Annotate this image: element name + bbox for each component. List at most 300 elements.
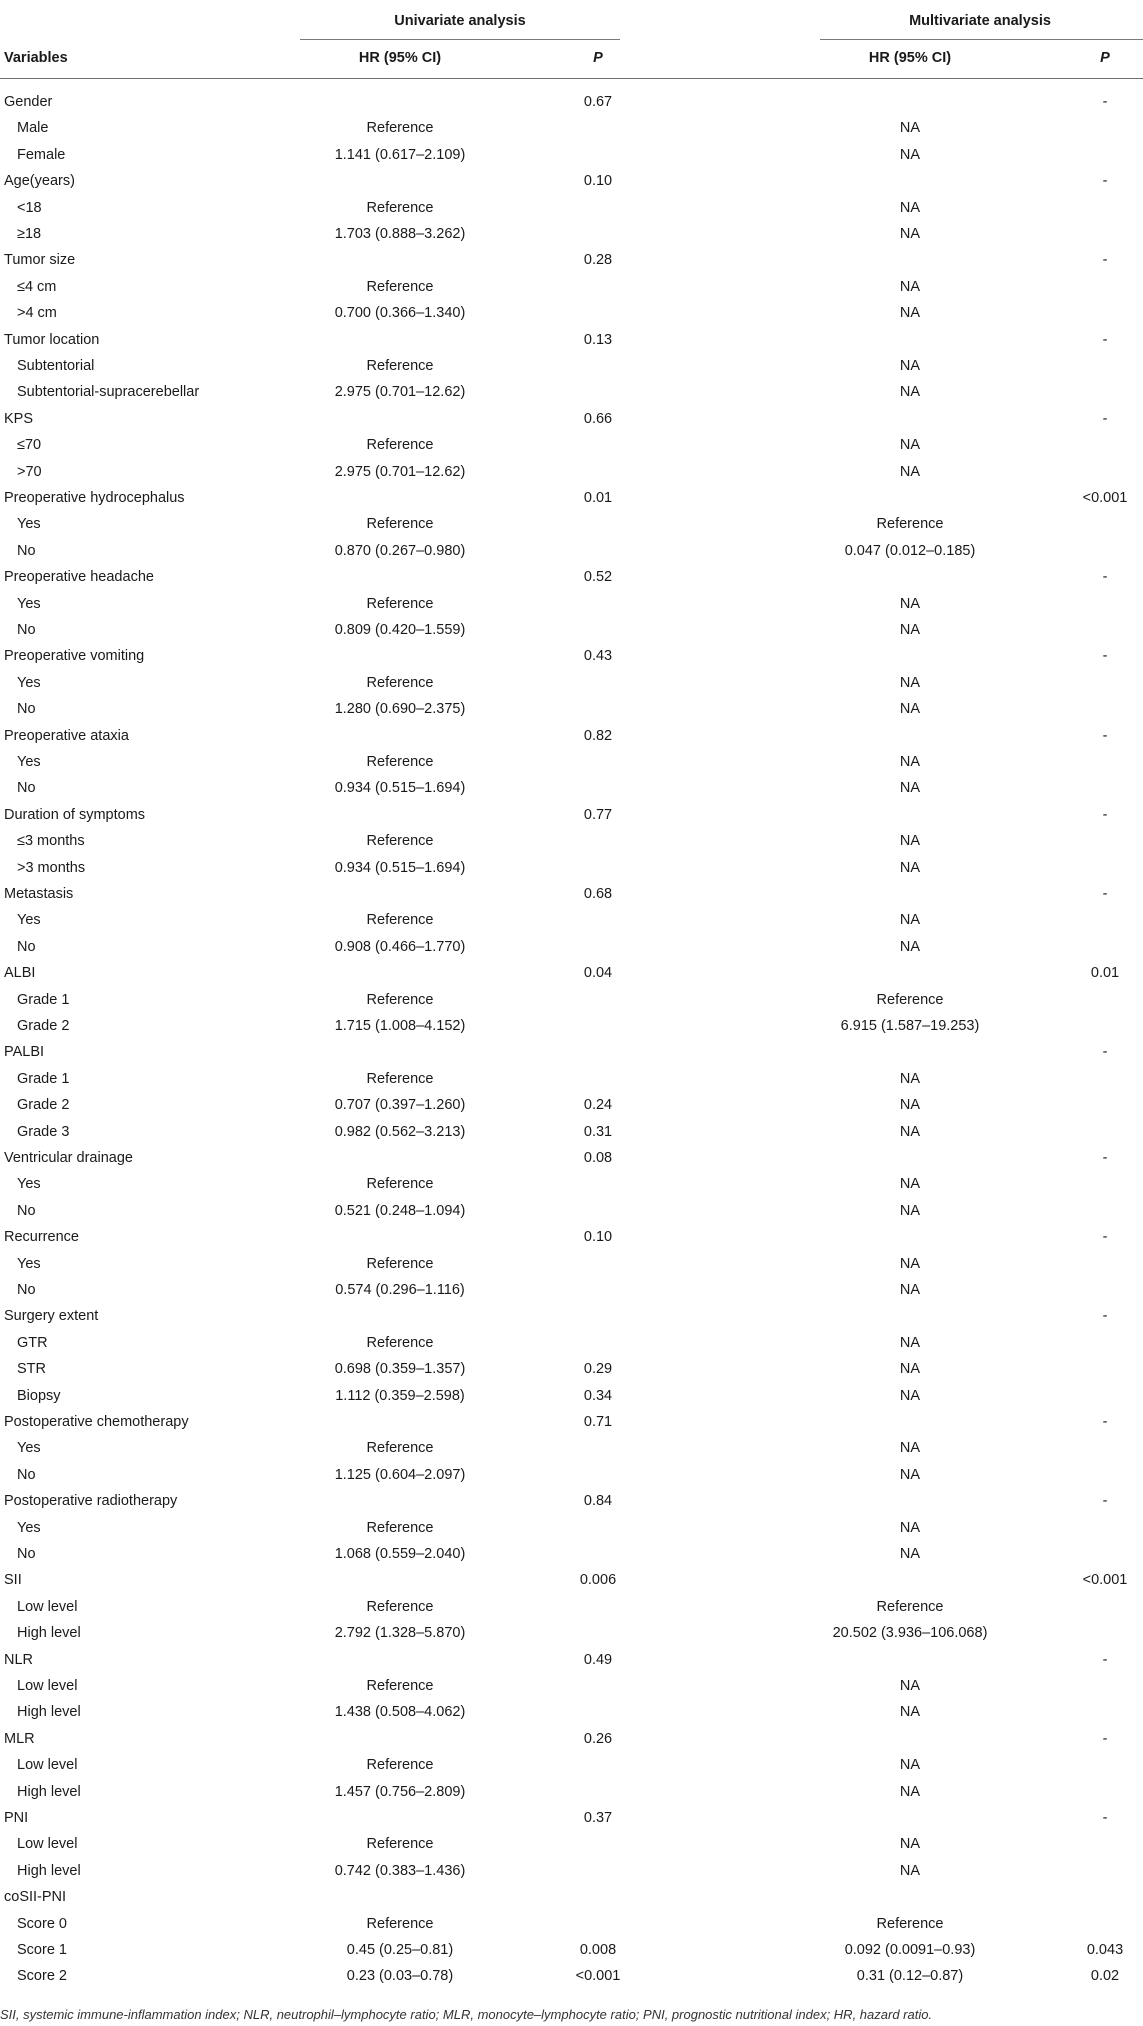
univariate-p-cell <box>548 1330 648 1356</box>
variable-cell: Subtentorial <box>17 358 95 374</box>
variable-cell: Duration of symptoms <box>4 806 146 823</box>
table-row <box>0 485 1143 511</box>
univariate-p-cell: 0.66 <box>583 410 613 427</box>
table-row <box>0 1911 1143 1937</box>
multivariate-p-cell <box>1060 221 1143 247</box>
multivariate-p-cell <box>1060 274 1143 300</box>
univariate-hr-cell: Reference <box>366 991 434 1008</box>
multivariate-hr-cell <box>810 881 1010 907</box>
univariate-hr-cell: Reference <box>366 199 434 216</box>
multivariate-hr-cell: NA <box>899 1334 921 1351</box>
univariate-p-cell: 0.006 <box>579 1572 617 1589</box>
univariate-hr-cell: 0.982 (0.562–3.213) <box>334 1123 466 1140</box>
multivariate-p-cell <box>1060 1330 1143 1356</box>
univariate-hr-cell <box>300 327 500 353</box>
multivariate-hr-cell: NA <box>899 1070 921 1087</box>
table-row <box>0 643 1143 669</box>
univariate-p-cell <box>548 353 648 379</box>
univariate-p-cell <box>548 1515 648 1541</box>
variable-cell: ≥18 <box>17 226 42 242</box>
multivariate-hr-cell <box>810 327 1010 353</box>
multivariate-p-cell: 0.02 <box>1090 1968 1120 1985</box>
variable-cell: Male <box>17 120 49 137</box>
univariate-p-cell <box>548 855 648 881</box>
univariate-hr-cell: 0.934 (0.515–1.694) <box>334 859 466 876</box>
table-row <box>0 1805 1143 1831</box>
variable-cell: Subtentorial-supracerebellar <box>17 384 200 401</box>
univariate-p-cell <box>548 1831 648 1857</box>
univariate-p-cell <box>548 1858 648 1884</box>
multivariate-p-cell: 0.01 <box>1090 965 1120 982</box>
table-row <box>0 1541 1143 1567</box>
univariate-hr-cell: 0.23 (0.03–0.78) <box>346 1968 454 1985</box>
table-row <box>0 1752 1143 1778</box>
multivariate-hr-cell <box>810 564 1010 590</box>
multivariate-p-cell <box>1060 1013 1143 1039</box>
table-row <box>0 617 1143 643</box>
variable-cell: GTR <box>17 1334 48 1351</box>
univariate-p-cell <box>548 617 648 643</box>
multivariate-hr-cell: NA <box>899 1862 921 1879</box>
multivariate-hr-cell: NA <box>899 1123 921 1140</box>
variable-cell: Yes <box>17 674 41 691</box>
univariate-hr-cell <box>300 643 500 669</box>
univariate-hr-cell: 1.715 (1.008–4.152) <box>334 1018 466 1034</box>
variable-cell: Low level <box>17 1757 78 1774</box>
variable-cell: <18 <box>17 199 42 216</box>
univariate-hr-cell: Reference <box>366 516 434 533</box>
multivariate-p-cell: - <box>1102 569 1108 586</box>
multivariate-p-cell <box>1060 300 1143 326</box>
variable-cell: No <box>17 1466 36 1483</box>
univariate-p-cell <box>548 1171 648 1197</box>
univariate-hr-cell <box>300 1805 500 1831</box>
multivariate-p-cell <box>1060 1462 1143 1488</box>
univariate-hr-cell <box>300 802 500 828</box>
multivariate-p-cell <box>1060 115 1143 141</box>
variable-cell: MLR <box>4 1730 35 1747</box>
table-row <box>0 115 1143 141</box>
variable-cell: Yes <box>17 595 41 612</box>
univariate-hr-cell <box>300 564 500 590</box>
univariate-hr-cell: Reference <box>366 754 434 770</box>
variable-cell: No <box>17 1282 36 1298</box>
univariate-hr-cell: Reference <box>366 1255 434 1272</box>
univariate-p-cell <box>548 1541 648 1567</box>
variable-cell: KPS <box>4 410 34 427</box>
table-row <box>0 1277 1143 1303</box>
univariate-hr-cell: Reference <box>366 833 434 850</box>
multivariate-p-cell: <0.001 <box>1082 1572 1128 1589</box>
multivariate-p-cell <box>1060 1858 1143 1884</box>
univariate-p-cell: 0.82 <box>583 727 613 744</box>
univariate-hr-cell: Reference <box>366 120 434 137</box>
table-row <box>0 1303 1143 1329</box>
univariate-hr-cell: Reference <box>366 1836 434 1853</box>
variable-cell: Low level <box>17 1678 78 1694</box>
variable-cell: NLR <box>4 1651 34 1668</box>
multivariate-hr-cell: NA <box>899 305 921 322</box>
univariate-p-cell <box>548 1039 648 1065</box>
multivariate-hr-cell: NA <box>899 938 921 955</box>
univariate-p-cell <box>548 696 648 722</box>
multivariate-p-cell <box>1060 828 1143 854</box>
group-header-univariate: Univariate analysis <box>394 13 526 29</box>
table-row <box>0 300 1143 326</box>
variable-cell: Yes <box>17 912 41 929</box>
multivariate-hr-cell: 6.915 (1.587–19.253) <box>840 1018 980 1034</box>
multivariate-hr-cell: NA <box>899 1282 921 1298</box>
multivariate-hr-cell: NA <box>899 595 921 612</box>
univariate-p-cell <box>548 1884 648 1910</box>
multivariate-p-cell: - <box>1102 886 1108 902</box>
multivariate-hr-cell: NA <box>899 780 921 797</box>
multivariate-hr-cell: NA <box>899 1466 921 1483</box>
table-row <box>0 775 1143 801</box>
multivariate-p-cell <box>1060 1911 1143 1937</box>
univariate-hr-cell: Reference <box>366 1440 434 1457</box>
multivariate-hr-cell: NA <box>899 1387 921 1404</box>
multivariate-p-cell: - <box>1102 173 1108 190</box>
multivariate-hr-cell <box>810 247 1010 273</box>
univariate-p-cell: 0.77 <box>583 806 613 823</box>
univariate-p-cell <box>548 511 648 537</box>
multivariate-p-cell <box>1060 379 1143 405</box>
univariate-p-cell <box>548 1435 648 1461</box>
variable-cell: Metastasis <box>4 886 74 902</box>
univariate-p-cell: 0.08 <box>583 1150 613 1166</box>
multivariate-p-cell <box>1060 987 1143 1013</box>
multivariate-p-cell <box>1060 1277 1143 1303</box>
multivariate-p-cell <box>1060 1356 1143 1382</box>
univariate-hr-cell <box>300 89 500 115</box>
multivariate-hr-cell <box>810 1884 1010 1910</box>
multivariate-p-cell <box>1060 142 1143 168</box>
multivariate-hr-cell: NA <box>899 226 921 242</box>
table-row <box>0 828 1143 854</box>
multivariate-hr-cell: NA <box>899 1255 921 1272</box>
table-row <box>0 1356 1143 1382</box>
multivariate-hr-cell <box>810 168 1010 194</box>
multivariate-p-cell <box>1060 1620 1143 1646</box>
table-row <box>0 1409 1143 1435</box>
multivariate-hr-cell <box>810 1488 1010 1514</box>
table-row <box>0 1647 1143 1673</box>
table-row <box>0 1884 1143 1910</box>
variable-cell: Preoperative hydrocephalus <box>4 490 185 506</box>
univariate-p-cell <box>548 1066 648 1092</box>
univariate-hr-cell <box>300 406 500 432</box>
variable-cell: Grade 1 <box>17 1070 70 1087</box>
table-row <box>0 1673 1143 1699</box>
multivariate-p-cell <box>1060 907 1143 933</box>
variable-cell: High level <box>17 1783 81 1800</box>
univariate-hr-cell: 0.809 (0.420–1.559) <box>334 622 466 638</box>
column-header-variables: Variables <box>4 50 68 66</box>
multivariate-hr-cell: NA <box>899 1546 921 1562</box>
univariate-hr-cell: 1.703 (0.888–3.262) <box>334 226 466 242</box>
univariate-p-cell <box>548 670 648 696</box>
variable-cell: Grade 1 <box>17 991 70 1008</box>
univariate-hr-cell <box>300 485 500 511</box>
multivariate-hr-cell <box>810 1647 1010 1673</box>
multivariate-hr-cell <box>810 802 1010 828</box>
univariate-hr-cell: 1.125 (0.604–2.097) <box>334 1466 466 1483</box>
univariate-p-cell <box>548 1277 648 1303</box>
univariate-p-cell <box>548 1911 648 1937</box>
variable-cell: Grade 2 <box>17 1018 70 1034</box>
variable-cell: No <box>17 1202 36 1219</box>
univariate-p-cell <box>548 142 648 168</box>
univariate-p-cell: 0.28 <box>583 252 613 269</box>
table-row <box>0 1224 1143 1250</box>
univariate-p-cell: 0.26 <box>583 1730 613 1747</box>
multivariate-hr-cell: NA <box>899 146 921 163</box>
multivariate-p-cell: - <box>1102 1493 1108 1510</box>
multivariate-hr-cell <box>810 1726 1010 1752</box>
multivariate-hr-cell <box>810 1303 1010 1329</box>
univariate-p-cell <box>548 195 648 221</box>
table-row <box>0 327 1143 353</box>
multivariate-hr-cell <box>810 643 1010 669</box>
table-row <box>0 564 1143 590</box>
multivariate-p-cell: - <box>1102 1730 1108 1747</box>
multivariate-hr-cell: Reference <box>876 516 944 533</box>
multivariate-hr-cell: NA <box>899 754 921 770</box>
univariate-p-cell <box>548 828 648 854</box>
table-row <box>0 247 1143 273</box>
univariate-p-cell: 0.13 <box>583 331 613 348</box>
multivariate-hr-cell <box>810 1805 1010 1831</box>
univariate-hr-cell: 2.975 (0.701–12.62) <box>334 463 466 480</box>
table-row <box>0 1488 1143 1514</box>
multivariate-hr-cell: 20.502 (3.936–106.068) <box>832 1625 988 1642</box>
table-row <box>0 1567 1143 1593</box>
column-header-multivariate-hr: HR (95% CI) <box>868 50 952 66</box>
variable-cell: PNI <box>4 1810 29 1826</box>
univariate-p-cell <box>548 300 648 326</box>
multivariate-p-cell <box>1060 617 1143 643</box>
table-row <box>0 1937 1143 1963</box>
multivariate-p-cell: - <box>1102 410 1108 427</box>
univariate-hr-cell <box>300 881 500 907</box>
univariate-hr-cell: 1.068 (0.559–2.040) <box>334 1546 466 1562</box>
multivariate-hr-cell <box>810 1224 1010 1250</box>
table-row <box>0 670 1143 696</box>
variable-cell: Preoperative headache <box>4 569 154 586</box>
multivariate-hr-cell: NA <box>899 1783 921 1800</box>
univariate-p-cell <box>548 591 648 617</box>
univariate-hr-cell <box>300 1726 500 1752</box>
table-row <box>0 1013 1143 1039</box>
variable-cell: Surgery extent <box>4 1308 99 1325</box>
multivariate-p-cell <box>1060 1541 1143 1567</box>
multivariate-hr-cell <box>810 1567 1010 1593</box>
table-row <box>0 432 1143 458</box>
multivariate-hr-cell: NA <box>899 701 921 718</box>
univariate-p-cell <box>548 907 648 933</box>
table-row <box>0 1171 1143 1197</box>
univariate-p-cell <box>548 432 648 458</box>
table-row <box>0 1462 1143 1488</box>
table-row <box>0 1699 1143 1725</box>
table-row <box>0 511 1143 537</box>
univariate-hr-cell: 0.574 (0.296–1.116) <box>335 1282 465 1298</box>
multivariate-p-cell: - <box>1102 1229 1108 1246</box>
table-row <box>0 1858 1143 1884</box>
univariate-hr-cell: 0.934 (0.515–1.694) <box>334 780 466 797</box>
univariate-p-cell <box>548 1594 648 1620</box>
table-footnote: SII, systemic immune-inflammation index; NLR, neutrophil–lymphocyte ratio; MLR, monocyte–lymphocyte ratio; PNI, prognostic nutritional index; HR, hazard ratio. <box>0 2007 933 2022</box>
univariate-hr-cell: 1.141 (0.617–2.109) <box>334 146 466 163</box>
group-underline-univariate <box>300 39 620 40</box>
univariate-p-cell <box>548 1303 648 1329</box>
table-row <box>0 696 1143 722</box>
group-header-multivariate: Multivariate analysis <box>909 13 1051 29</box>
multivariate-hr-cell <box>810 406 1010 432</box>
table-row <box>0 802 1143 828</box>
univariate-p-cell: 0.37 <box>583 1810 613 1826</box>
table-row <box>0 538 1143 564</box>
univariate-p-cell: 0.34 <box>583 1387 613 1404</box>
variable-cell: ALBI <box>4 965 36 982</box>
univariate-p-cell: 0.24 <box>583 1097 613 1114</box>
variable-cell: Gender <box>4 94 53 110</box>
multivariate-hr-cell: NA <box>899 622 921 638</box>
multivariate-hr-cell: NA <box>899 437 921 454</box>
variable-cell: Tumor location <box>4 331 100 348</box>
univariate-p-cell <box>548 1251 648 1277</box>
univariate-hr-cell: Reference <box>366 1915 434 1932</box>
multivariate-p-cell <box>1060 1673 1143 1699</box>
univariate-hr-cell <box>300 168 500 194</box>
multivariate-hr-cell: NA <box>899 1757 921 1774</box>
multivariate-p-cell <box>1060 1831 1143 1857</box>
table-row <box>0 1066 1143 1092</box>
multivariate-hr-cell: NA <box>899 1704 921 1721</box>
table-row <box>0 934 1143 960</box>
variable-cell: Score 2 <box>17 1968 67 1985</box>
multivariate-p-cell: - <box>1102 1414 1108 1430</box>
multivariate-hr-cell: 0.092 (0.0091–0.93) <box>844 1942 976 1958</box>
univariate-hr-cell <box>300 960 500 986</box>
variable-cell: Preoperative ataxia <box>4 727 129 744</box>
multivariate-p-cell <box>1060 591 1143 617</box>
univariate-hr-cell <box>300 1488 500 1514</box>
univariate-p-cell <box>548 538 648 564</box>
multivariate-p-cell <box>1060 432 1143 458</box>
multivariate-p-cell <box>1060 934 1143 960</box>
multivariate-hr-cell: NA <box>899 384 921 401</box>
univariate-hr-cell <box>300 1145 500 1171</box>
univariate-hr-cell: 1.280 (0.690–2.375) <box>334 701 466 718</box>
variable-cell: High level <box>17 1625 81 1642</box>
table-row <box>0 1145 1143 1171</box>
multivariate-p-cell <box>1060 1383 1143 1409</box>
table-row <box>0 221 1143 247</box>
univariate-hr-cell <box>300 1039 500 1065</box>
multivariate-hr-cell <box>810 485 1010 511</box>
table-row <box>0 881 1143 907</box>
univariate-p-cell: 0.008 <box>579 1942 617 1958</box>
multivariate-p-cell <box>1060 1435 1143 1461</box>
univariate-p-cell <box>548 775 648 801</box>
univariate-p-cell <box>548 1779 648 1805</box>
univariate-hr-cell: Reference <box>366 1070 434 1087</box>
variable-cell: Yes <box>17 1255 41 1272</box>
table-row <box>0 1831 1143 1857</box>
univariate-hr-cell: Reference <box>366 1757 434 1774</box>
table-row <box>0 406 1143 432</box>
multivariate-p-cell <box>1060 670 1143 696</box>
multivariate-p-cell <box>1060 1884 1143 1910</box>
table-row <box>0 274 1143 300</box>
univariate-hr-cell <box>300 723 500 749</box>
univariate-p-cell <box>548 115 648 141</box>
multivariate-hr-cell <box>810 89 1010 115</box>
multivariate-hr-cell: NA <box>899 463 921 480</box>
multivariate-hr-cell <box>810 1039 1010 1065</box>
multivariate-hr-cell: NA <box>899 199 921 216</box>
table-row <box>0 987 1143 1013</box>
table-row <box>0 1251 1143 1277</box>
univariate-hr-cell: Reference <box>366 1176 434 1193</box>
table-row <box>0 1119 1143 1145</box>
multivariate-hr-cell <box>810 1409 1010 1435</box>
table-row <box>0 1435 1143 1461</box>
univariate-p-cell <box>548 1752 648 1778</box>
univariate-p-cell: 0.29 <box>583 1361 613 1378</box>
table-row <box>0 960 1143 986</box>
multivariate-p-cell: - <box>1102 1044 1108 1061</box>
multivariate-p-cell: 0.043 <box>1086 1942 1124 1958</box>
univariate-hr-cell <box>300 1224 500 1250</box>
variable-cell: STR <box>17 1361 46 1378</box>
univariate-p-cell <box>548 987 648 1013</box>
multivariate-hr-cell: NA <box>899 358 921 374</box>
multivariate-p-cell <box>1060 749 1143 775</box>
multivariate-p-cell <box>1060 353 1143 379</box>
multivariate-hr-cell: NA <box>899 859 921 876</box>
univariate-hr-cell: Reference <box>366 358 434 374</box>
variable-cell: Score 0 <box>17 1915 67 1932</box>
multivariate-hr-cell <box>810 1145 1010 1171</box>
univariate-hr-cell: 0.870 (0.267–0.980) <box>334 542 466 559</box>
variable-cell: SII <box>4 1572 22 1589</box>
table-row <box>0 1515 1143 1541</box>
variable-cell: No <box>17 938 36 955</box>
multivariate-p-cell: - <box>1102 94 1108 110</box>
univariate-hr-cell: Reference <box>366 1598 434 1615</box>
univariate-p-cell: 0.49 <box>583 1651 613 1668</box>
multivariate-p-cell <box>1060 696 1143 722</box>
multivariate-p-cell <box>1060 459 1143 485</box>
multivariate-p-cell: <0.001 <box>1082 490 1128 506</box>
univariate-hr-cell: 1.112 (0.359–2.598) <box>335 1387 465 1404</box>
variable-cell: No <box>17 542 36 559</box>
multivariate-hr-cell: Reference <box>876 1598 944 1615</box>
univariate-hr-cell: 0.521 (0.248–1.094) <box>334 1202 466 1219</box>
univariate-hr-cell: 2.792 (1.328–5.870) <box>334 1625 466 1642</box>
multivariate-hr-cell: NA <box>899 1440 921 1457</box>
univariate-hr-cell: Reference <box>366 912 434 929</box>
variable-cell: Yes <box>17 1519 41 1536</box>
univariate-hr-cell: 2.975 (0.701–12.62) <box>334 384 466 401</box>
table-row <box>0 353 1143 379</box>
variable-cell: Recurrence <box>4 1229 79 1246</box>
univariate-p-cell: <0.001 <box>575 1968 621 1985</box>
table-row <box>0 1963 1143 1989</box>
